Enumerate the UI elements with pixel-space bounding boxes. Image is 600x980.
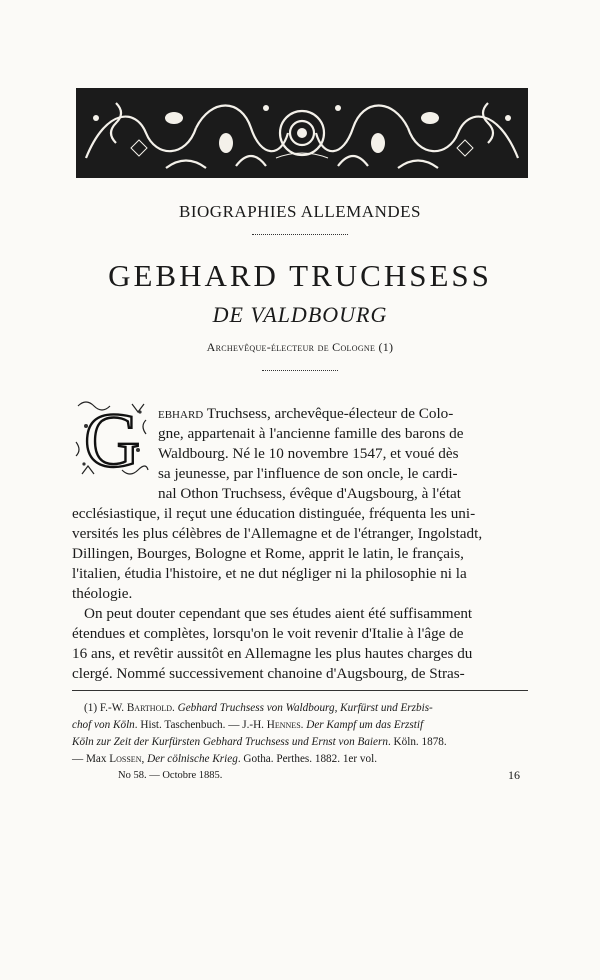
- footnote-line-1: (1) F.-W. Barthold. Gebhard Truchsess von Waldbourg, Kurfürst und Erzbis-: [84, 702, 433, 714]
- svg-text:G: G: [83, 396, 141, 480]
- body-line-10: théologie.: [72, 585, 133, 602]
- footnote-line-4: — Max Lossen, Der cölnische Krieg. Gotha. Perthes. 1882. 1er vol.: [72, 753, 378, 765]
- body-line-7: versités les plus célèbres de l'Allemagne et de l'étranger, Ingolstadt,: [72, 525, 483, 542]
- issue-info: No 58. — Octobre 1885.: [118, 770, 223, 781]
- role-separator: [262, 370, 338, 371]
- body-line-8: Dillingen, Bourges, Bologne et Rome, apprit le latin, le français,: [72, 545, 464, 562]
- body-line-11: On peut douter cependant que ses études aient été suffisamment: [84, 605, 473, 622]
- body-line-2: gne, appartenait à l'ancienne famille des barons de: [158, 425, 464, 442]
- dropcap-g-icon: [72, 396, 152, 480]
- article-subtitle: DE VALDBOURG: [212, 302, 388, 327]
- body-line-1: ebhard Truchsess, archevêque-électeur de Colo-: [158, 405, 454, 422]
- body-line-6: ecclésiastique, il reçut une éducation distinguée, fréquenta les uni-: [72, 505, 476, 522]
- footnote-line-3: Köln zur Zeit der Kurfürsten Gebhard Truchsess und Ernst von Baiern. Köln. 1878.: [72, 736, 447, 748]
- body-line-9: l'italien, étudia l'histoire, et ne dut négliger ni la philosophie ni la: [72, 565, 467, 582]
- article-role: Archevêque-électeur de Cologne (1): [206, 340, 394, 354]
- body-line-3: Waldbourg. Né le 10 novembre 1547, et voué dès: [158, 445, 459, 462]
- body-line-12: étendues et complètes, lorsqu'on le voit revenir d'Italie à l'âge de: [72, 625, 464, 642]
- article-title: GEBHARD TRUCHSESS: [108, 258, 492, 293]
- footnote-line-2: chof von Köln. Hist. Taschenbuch. — J.-H. Hennes. Der Kampf um das Erzstif: [72, 719, 424, 731]
- title-separator: [252, 234, 348, 235]
- headpiece-ornament-icon: [76, 88, 528, 178]
- body-line-4: sa jeunesse, par l'influence de son oncle, le cardi-: [158, 465, 458, 482]
- body-line-14: clergé. Nommé successivement chanoine d'Augsbourg, de Stras-: [72, 665, 465, 682]
- footnote-rule: [72, 690, 528, 691]
- body-line-13: 16 ans, et revêtir aussitôt en Allemagne les plus hautes charges du: [72, 645, 473, 662]
- section-title: BIOGRAPHIES ALLEMANDES: [179, 202, 421, 221]
- body-line-5: nal Othon Truchsess, évêque d'Augsbourg, à l'état: [158, 485, 462, 502]
- page-number: 16: [508, 768, 520, 782]
- ornamental-headpiece: [76, 88, 528, 178]
